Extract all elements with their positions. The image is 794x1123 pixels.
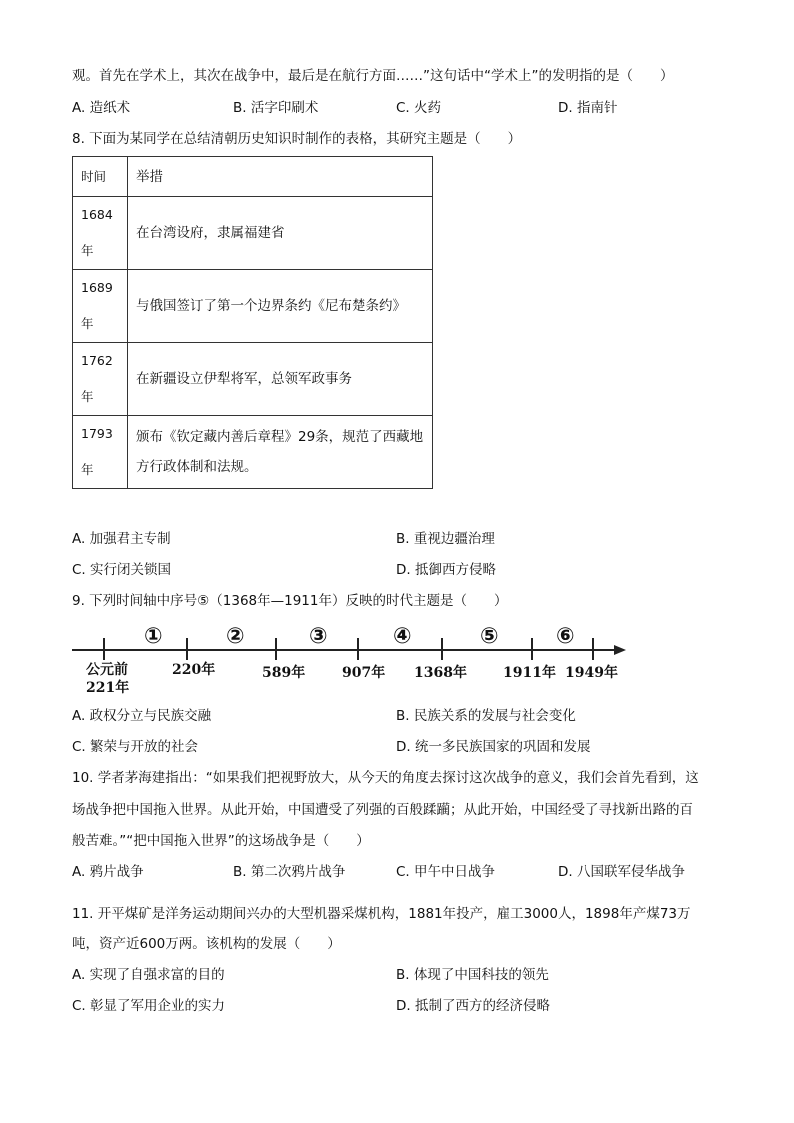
table-cell-measure: 与俄国签订了第一个边界条约《尼布楚条约》 (128, 270, 433, 343)
q10-stem-line-1: 10. 学者茅海建指出：“如果我们把视野放大，从今天的角度去探讨这次战争的意义，我们会首先看到，这 (72, 770, 699, 786)
timeline-label: 907年 (342, 665, 386, 681)
q11-option-d: D. 抵制了西方的经济侵略 (396, 998, 550, 1014)
year-unit: 年 (81, 316, 94, 331)
table-header-measure: 举措 (128, 157, 433, 197)
q8-option-b: B. 重视边疆治理 (396, 531, 495, 547)
table-cell-measure: 在台湾设府，隶属福建省 (128, 197, 433, 270)
q9-option-d: D. 统一多民族国家的巩固和发展 (396, 739, 591, 755)
q10-stem-line-3: 般苦难。”“把中国拖入世界”的这场战争是（ ） (72, 833, 370, 849)
table-row (73, 270, 433, 343)
q9-stem: 9. 下列时间轴中序号⑤（1368年—1911年）反映的时代主题是（ ） (72, 593, 508, 609)
timeline-label: 221年 (86, 680, 130, 696)
table-cell-measure: 颁布《钦定藏内善后章程》29条，规范了西藏地方行政体制和法规。 (128, 416, 433, 489)
timeline-label: 589年 (262, 665, 306, 681)
timeline-label: 220年 (172, 662, 216, 678)
q10-option-d: D. 八国联军侵华战争 (558, 864, 685, 880)
q10-option-a: A. 鸦片战争 (72, 864, 144, 880)
timeline-label: 公元前 (86, 662, 128, 678)
q10-stem-line-2: 场战争把中国拖入世界。从此开始，中国遭受了列强的百般蹂躏；从此开始，中国经受了寻找新出路的百 (72, 802, 693, 818)
year-number: 1793 (81, 426, 113, 441)
q11-option-c: C. 彰显了军用企业的实力 (72, 998, 226, 1014)
q11-stem-line-1: 11. 开平煤矿是洋务运动期间兴办的大型机器采煤机构，1881年投产，雇工3000人，1898年产煤73万 (72, 906, 691, 922)
year-number: 1684 (81, 207, 113, 222)
q8-option-c: C. 实行闭关锁国 (72, 562, 172, 578)
timeline-label: 1911年 (503, 665, 556, 681)
q8-table (72, 156, 433, 489)
q10-option-c: C. 甲午中日战争 (396, 864, 496, 880)
q7-option-c: C. 火药 (396, 100, 442, 116)
table-cell-year (73, 343, 128, 416)
table-row (73, 197, 433, 270)
q11-stem-line-2: 吨，资产近600万两。该机构的发展（ ） (72, 936, 341, 952)
table-cell-measure: 在新疆设立伊犁将军，总领军政事务 (128, 343, 433, 416)
year-number: 1762 (81, 353, 113, 368)
q11-option-b: B. 体现了中国科技的领先 (396, 967, 549, 983)
q8-option-a: A. 加强君主专制 (72, 531, 171, 547)
q7-stem: 观。首先在学术上，其次在战争中，最后是在航行方面……”这句话中“学术上”的发明指的是（ ） (72, 68, 674, 84)
timeline-arrowhead (614, 645, 626, 655)
q10-option-b: B. 第二次鸦片战争 (233, 864, 346, 880)
timeline-label: 1368年 (414, 665, 467, 681)
table-cell-year (73, 416, 128, 489)
q9-option-b: B. 民族关系的发展与社会变化 (396, 708, 576, 724)
q7-option-a: A. 造纸术 (72, 100, 131, 116)
q11-option-a: A. 实现了自强求富的目的 (72, 967, 225, 983)
q7-option-d: D. 指南针 (558, 100, 618, 116)
table-row (73, 343, 433, 416)
timeline-marker: ④ (393, 624, 412, 649)
table-row (73, 416, 433, 489)
table-cell-year (73, 197, 128, 270)
q9-option-c: C. 繁荣与开放的社会 (72, 739, 199, 755)
q8-stem: 8. 下面为某同学在总结清朝历史知识时制作的表格，其研究主题是（ ） (72, 131, 522, 147)
year-unit: 年 (81, 243, 94, 258)
year-unit: 年 (81, 462, 94, 477)
timeline-marker: ⑤ (480, 624, 499, 649)
timeline-marker: ② (226, 624, 245, 649)
year-number: 1689 (81, 280, 113, 295)
q8-option-d: D. 抵御西方侵略 (396, 562, 496, 578)
timeline-label: 1949年 (565, 665, 618, 681)
table-header-time: 时间 (73, 157, 128, 197)
q9-option-a: A. 政权分立与民族交融 (72, 708, 212, 724)
timeline-marker: ③ (309, 624, 328, 649)
q7-option-b: B. 活字印刷术 (233, 100, 319, 116)
year-unit: 年 (81, 389, 94, 404)
table-cell-year (73, 270, 128, 343)
timeline-marker: ⑥ (556, 624, 575, 649)
timeline-marker: ① (144, 624, 163, 649)
